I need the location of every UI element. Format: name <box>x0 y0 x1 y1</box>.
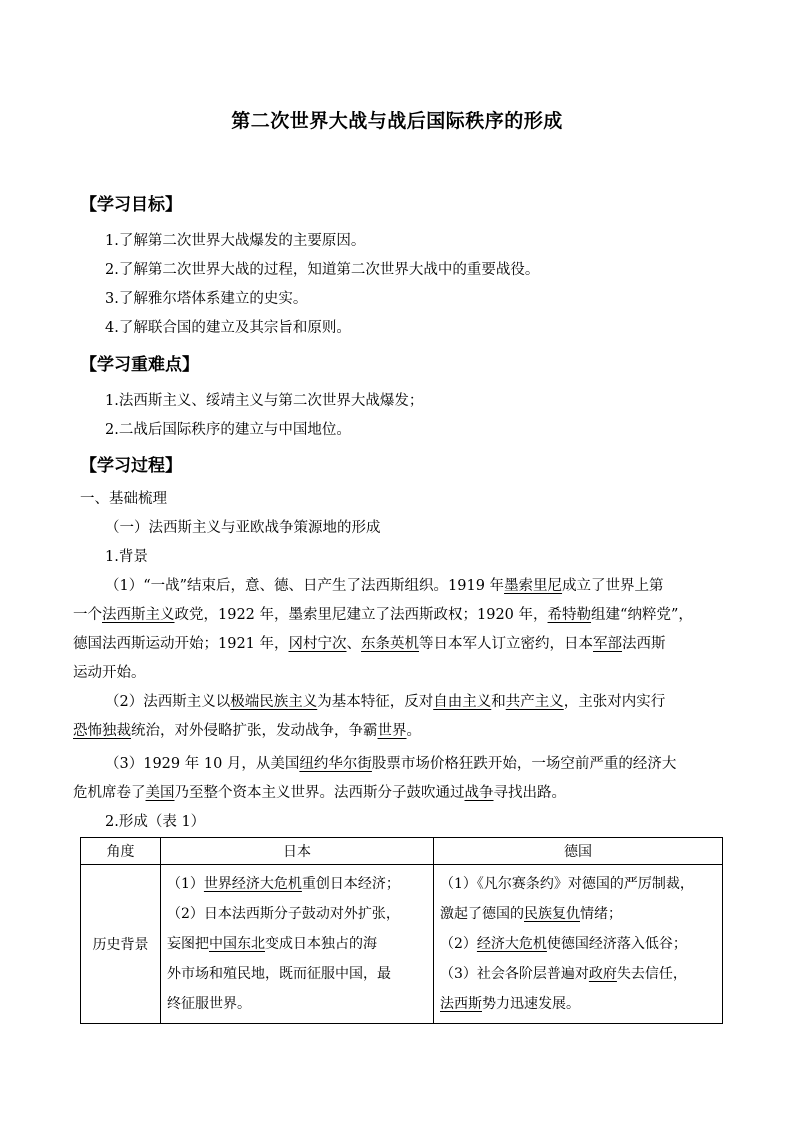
table-header: 德国 <box>434 838 723 865</box>
paragraph-2-line-2: 恐怖独裁统治，对外侵略扩张，发动战争，争霸世界。 <box>73 723 421 739</box>
section-heading-difficulties: 【学习重难点】 <box>80 355 199 375</box>
underlined-term: 冈村宁次 <box>288 636 347 652</box>
section-heading-goals: 【学习目标】 <box>80 195 182 215</box>
underlined-term: 法西斯 <box>440 996 482 1012</box>
page-title: 第二次世界大战与战后国际秩序的形成 <box>231 110 563 132</box>
goal-item: 1.了解第二次世界大战爆发的主要原因。 <box>105 233 366 249</box>
germany-cell: （1）《凡尔赛条约》对德国的严厉制裁， 激起了德国的民族复仇情绪； （2）经济大危机使德国经济落入低谷； （3）社会各阶层普遍对政府失去信任， 法西斯势力迅速发展。 <box>434 865 723 1024</box>
underlined-term: 世界 <box>377 723 407 739</box>
underlined-term: 美国 <box>145 785 175 801</box>
table-caption: 2.形成（表 1） <box>105 814 206 830</box>
formation-table <box>80 837 723 1024</box>
heading-basics: 一、基础梳理 <box>80 491 167 507</box>
table-header: 角度 <box>81 838 161 865</box>
paragraph-1-line-4: 运动开始。 <box>73 665 146 681</box>
underlined-term: 纽约华尔街 <box>299 756 372 772</box>
underlined-term: 自由主义 <box>433 694 492 710</box>
underlined-term: 东条英机 <box>361 636 420 652</box>
underlined-term: 中国东北 <box>209 936 265 952</box>
table-row <box>81 865 723 1024</box>
table-header: 日本 <box>161 838 434 865</box>
paragraph-2-line-1: （2）法西斯主义以极端民族主义为基本特征，反对自由主义和共产主义，主张对内实行 <box>105 694 666 710</box>
japan-cell: （1）世界经济大危机重创日本经济； （2）日本法西斯分子鼓动对外扩张， 妄图把中国东北变成日本独占的海 外市场和殖民地，既而征服中国，最 终征服世界。 <box>161 865 434 1024</box>
subheading-fascism: （一）法西斯主义与亚欧战争策源地的形成 <box>105 520 381 536</box>
underlined-term: 极端民族主义 <box>230 694 318 710</box>
paragraph-3-line-1: （3）1929 年 10 月，从美国纽约华尔街股票市场价格狂跌开始，一场空前严重的经济大 <box>105 756 677 772</box>
paragraph-1-line-1: （1）“一战”结束后，意、德、日产生了法西斯组织。1919 年墨索里尼成立了世界上第 <box>105 578 664 594</box>
goal-item: 2.了解第二次世界大战的过程，知道第二次世界大战中的重要战役。 <box>105 262 540 278</box>
underlined-term: 共产主义 <box>505 694 564 710</box>
difficulty-item: 2.二战后国际秩序的建立与中国地位。 <box>105 422 351 438</box>
underlined-term: 恐怖独裁 <box>73 723 131 739</box>
table-header-row <box>81 838 723 865</box>
underlined-term: 经济大危机 <box>476 936 547 952</box>
underlined-term: 民族复仇 <box>524 906 580 922</box>
goal-item: 3.了解雅尔塔体系建立的史实。 <box>105 291 308 307</box>
paragraph-1-line-2: 一个法西斯主义政党，1922 年，墨索里尼建立了法西斯政权；1920 年，希特勒组建“纳粹党”， <box>73 607 693 623</box>
underlined-term: 军部 <box>593 636 623 652</box>
underlined-term: 墨索里尼 <box>504 578 563 594</box>
underlined-term: 法西斯主义 <box>102 607 175 623</box>
underlined-term: 战争 <box>464 785 494 801</box>
underlined-term: 政府 <box>588 966 617 982</box>
paragraph-3-line-2: 危机席卷了美国乃至整个资本主义世界。法西斯分子鼓吹通过战争寻找出路。 <box>73 785 566 801</box>
underlined-term: 希特勒 <box>547 607 592 623</box>
goal-item: 4.了解联合国的建立及其宗旨和原则。 <box>105 320 351 336</box>
paragraph-1-line-3: 德国法西斯运动开始；1921 年，冈村宁次、东条英机等日本军人订立密约，日本军部法西斯 <box>73 636 666 652</box>
row-label: 历史背景 <box>81 865 161 1024</box>
section-heading-process: 【学习过程】 <box>80 456 182 476</box>
difficulty-item: 1.法西斯主义、绥靖主义与第二次世界大战爆发； <box>105 393 424 409</box>
underlined-term: 世界经济大危机 <box>203 876 302 892</box>
background-label: 1.背景 <box>105 549 148 565</box>
